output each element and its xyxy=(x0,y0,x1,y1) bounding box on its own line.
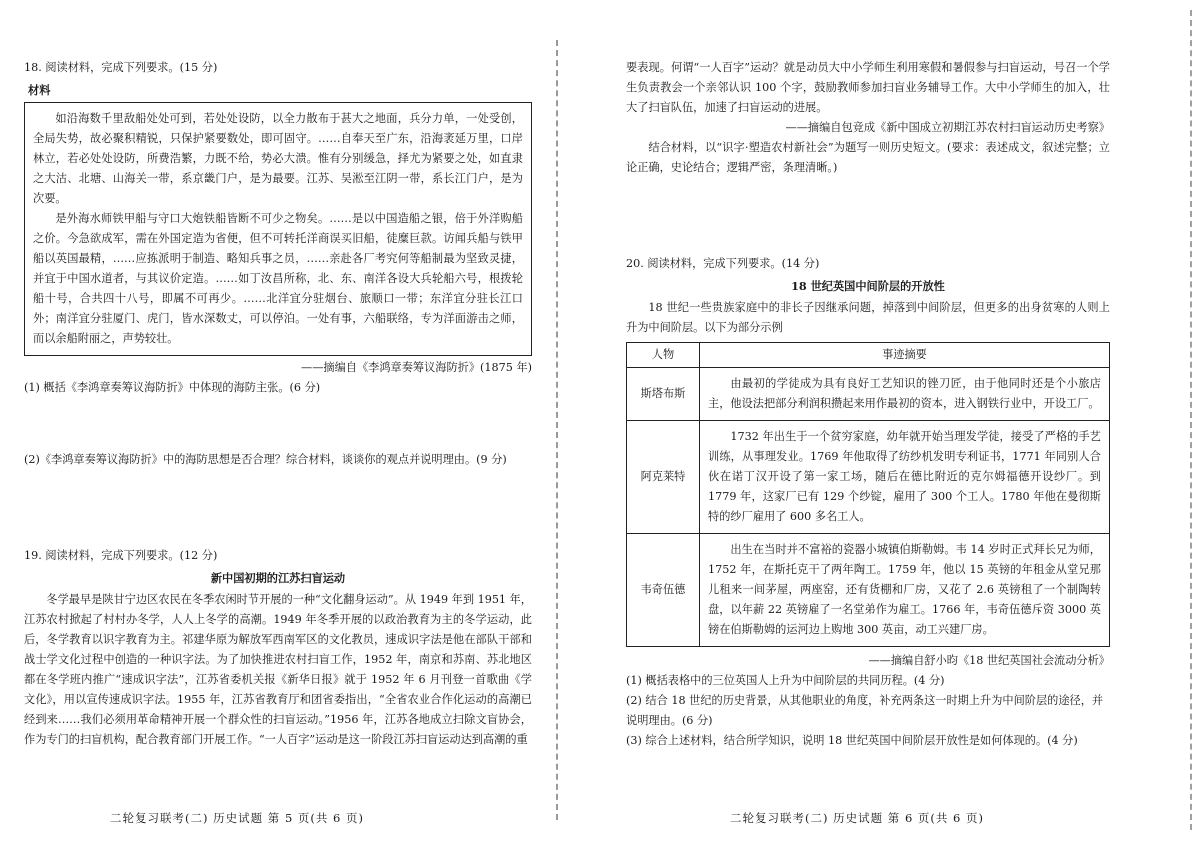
page-footer: 二轮复习联考(二) 历史试题 第 6 页(共 6 页) xyxy=(730,811,985,825)
answer-space xyxy=(626,178,1110,254)
person-name: 斯塔布斯 xyxy=(627,368,700,421)
question-20-intro: 18 世纪一些贵族家庭中的非长子因继承问题，掉落到中间阶层，但更多的出身贫寒的人则上升为中间阶层。以下为部分示例 xyxy=(626,301,1110,334)
table-row xyxy=(627,368,1110,421)
question-18-sub-1: (1) 概括《李鸿章奏筹议海防折》中体现的海防主张。(6 分) xyxy=(24,381,321,394)
person-name: 阿克莱特 xyxy=(627,421,700,534)
material-source: ——摘编自舒小昀《18 世纪英国社会流动分析》 xyxy=(868,654,1110,667)
answer-space xyxy=(24,398,532,450)
summary-text: 1732 年出生于一个贫穷家庭，幼年就开始当理发学徒，接受了严格的手艺训练，从事理发业。1769 年他取得了纺纱机发明专利证书，1771 年同别人合伙在诺丁汉开设了第一家工场，随后在德比附近的克尔姆福德开设纱厂。到 1779 年，这家厂已有 129 个纱锭，雇用了 300 个工人。1780 年他在曼彻斯特的纱厂雇用了 600 多名工人。 xyxy=(708,430,1101,523)
question-20-sub-3: (3) 综合上述材料，结合所学知识，说明 18 世纪英国中间阶层开放性是如何体现的。(4 分) xyxy=(626,734,1078,747)
binding-edge-line xyxy=(1190,10,1192,830)
question-20-heading: 20. 阅读材料，完成下列要求。(14 分) xyxy=(626,257,820,270)
material-source: ——摘编自《李鸿章奏筹议海防折》(1875 年) xyxy=(301,361,532,374)
table-row xyxy=(627,534,1110,647)
material-label: 材料 xyxy=(28,83,51,97)
person-summary xyxy=(700,534,1110,647)
question-18-heading: 18. 阅读材料，完成下列要求。(15 分) xyxy=(24,61,218,74)
table-header-row xyxy=(627,343,1110,368)
question-20-title: 18 世纪英国中间阶层的开放性 xyxy=(791,279,945,293)
person-name: 韦奇伍德 xyxy=(627,534,700,647)
question-20-sub-1: (1) 概括表格中的三位英国人上升为中间阶层的共同历程。(4 分) xyxy=(626,674,945,687)
biography-table xyxy=(626,342,1110,647)
question-19-continued: 要表现。何谓“一人百字”运动？就是动员大中小学师生利用寒假和暑假参与扫盲运动，号召一个学生负责教会一个亲邻认识 100 个字，鼓励教师参加扫盲业务辅导工作。大中小学师生的加入，壮大了扫盲队伍，加速了扫盲运动的进展。 xyxy=(626,61,1110,114)
material-paragraph: 是外海水师铁甲船与守口大炮铁船皆断不可少之物矣。……是以中国造船之银，倍于外洋购船之价。今急欲成军，需在外国定造为省便，但不可转托洋商误买旧船，徒糜巨款。访闻兵船与铁甲船以英国最精，……应拣派明于制造、略知兵事之员，……亲赴各厂考究何等船制最为坚致灵捷，并宜于中国水道者，与其议价定造。……如丁汝昌所称，北、东、南洋各设大兵轮船六号，根拨轮船十号，合共四十八号，即属不可再少。……北洋宜分驻烟台、旅顺口一带；东洋宜分驻长江口外；南洋宜分驻厦门、虎门，皆水深数丈，可以停泊。一处有事，六船联络，专为洋面游击之师，而以余船附丽之，声势较壮。 xyxy=(33,212,523,345)
question-19-title: 新中国初期的江苏扫盲运动 xyxy=(210,571,346,585)
table-row xyxy=(627,421,1110,534)
page-divider xyxy=(556,40,558,820)
page-footer: 二轮复习联考(二) 历史试题 第 5 页(共 6 页) xyxy=(110,811,365,825)
question-18-material-box xyxy=(24,102,532,356)
right-page-content xyxy=(626,58,1110,751)
summary-text: 由最初的学徒成为具有良好工艺知识的锉刀匠，由于他同时还是个小旅店主，他设法把部分利润积攒起来用作最初的资本，进入钢铁行业中，开设工厂。 xyxy=(708,377,1101,410)
material-paragraph: 如沿海数千里敌船处处可到，若处处设防，以全力散布于甚大之地面，兵分力单，一处受创，全局失势，故必聚积精锐，只保护紧要数处，即可固守。……自奉天至广东，沿海袤延万里，口岸林立，若必处处设防，所费浩繁，力既不给，势必大溃。惟有分别缓急，择尤为紧要之处，如直隶之大沽、北塘、山海关一带，系京畿门户，是为最要。江苏、吴淞至江阴一带，系长江门户，是为次要。 xyxy=(33,112,523,205)
table-header: 事迹摘要 xyxy=(700,343,1110,368)
left-page-content xyxy=(24,58,532,750)
question-18-sub-2: (2)《李鸿章奏筹议海防折》中的海防思想是否合理？综合材料，谈谈你的观点并说明理由。(9 分) xyxy=(24,453,507,466)
right-page xyxy=(600,0,1200,843)
person-summary xyxy=(700,421,1110,534)
material-source: ——摘编自包竞成《新中国成立初期江苏农村扫盲运动历史考察》 xyxy=(785,121,1110,134)
question-19-task: 结合材料，以“识字·塑造农村新社会”为题写一则历史短文。(要求：表述成文，叙述完整；立论正确，史论结合；逻辑严密，条理清晰。) xyxy=(626,141,1110,174)
question-19-paragraph: 冬学最早是陕甘宁边区农民在冬季农闲时节开展的一种“文化翻身运动”。从 1949 年到 1951 年，江苏农村掀起了村村办冬学，人人上冬学的高潮。1949 年冬季开展的以政治教育为主的冬学运动，此后，冬学教育以识字教育为主。祁建华原为解放军西南军区的文化教员，速成识字法是他在部队干部和战士学文化过程中创造的一种识字法。为了加快推进农村扫盲工作，1952 年，南京和苏南、苏北地区都在冬学班内推广“速成识字法”，江苏省委机关报《新华日报》就于 1952 年 6 月刊登一首歌曲《学文化》，用以宣传速成识字法。1955 年，江苏省教育厅和团省委指出，“全省农业合作化运动的高潮已经到来……我们必须用革命精神开展一个群众性的扫盲运动。”1956 年，江苏各地成立扫除文盲协会，作为专门的扫盲机构，配合教育部门开展工作。“一人百字”运动是这一阶段江苏扫盲运动达到高潮的重 xyxy=(24,593,532,746)
question-19-heading: 19. 阅读材料，完成下列要求。(12 分) xyxy=(24,549,218,562)
summary-text: 出生在当时并不富裕的瓷器小城镇伯斯勒姆。韦 14 岁时正式拜长兄为师，1752 年，在斯托克干了两年陶工。1759 年，他以 15 英镑的年租金从堂兄那儿租来一间茅屋，两座窑，还有货棚和厂房，又花了 2.6 英镑租了一个制陶转盘，以年薪 22 英镑雇了一名堂弟作为雇工。1766 年，韦奇伍德斥资 3000 英镑在伯斯勒姆的运河边上购地 300 英亩，动工兴建厂房。 xyxy=(708,543,1101,636)
answer-space xyxy=(24,470,532,546)
question-20-sub-2: (2) 结合 18 世纪的历史背景，从其他职业的角度，补充两条这一时期上升为中间阶层的途径，并说明理由。(6 分) xyxy=(626,694,1104,727)
table-header: 人物 xyxy=(627,343,700,368)
person-summary xyxy=(700,368,1110,421)
